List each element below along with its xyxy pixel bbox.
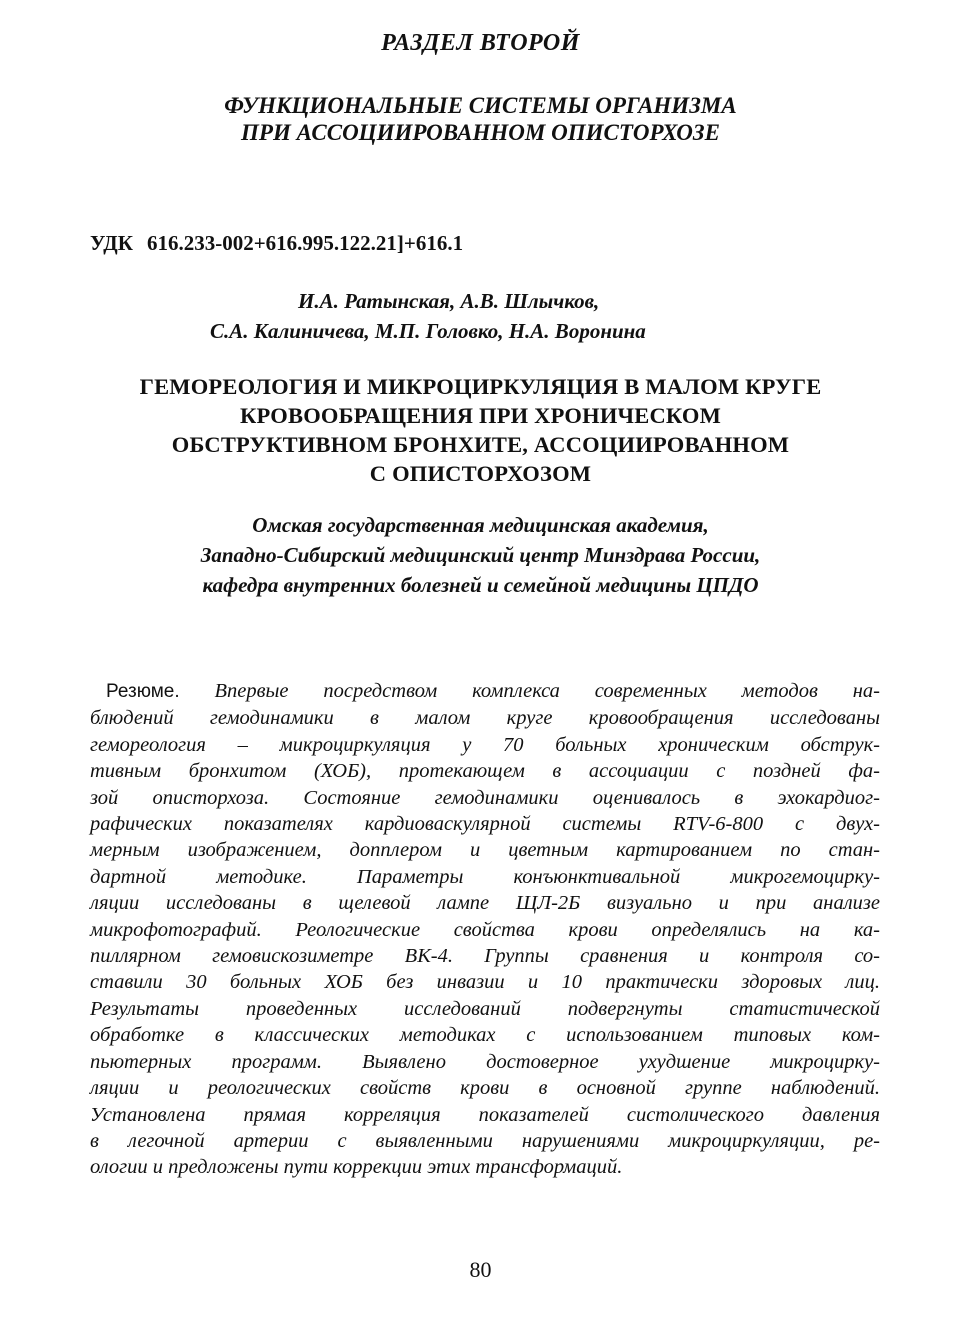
abstract-line: рафических показателях кардиоваскулярной системы RTV-6-800 с двух- bbox=[90, 813, 880, 836]
abstract-line: зой описторхоза. Состояние гемодинамики оценивалось в эхокардиог- bbox=[90, 786, 880, 809]
udk-label: УДК bbox=[90, 231, 133, 255]
article-title-line: ОБСТРУКТИВНОМ БРОНХИТЕ, АССОЦИИРОВАННОМ bbox=[171, 432, 790, 457]
abstract-line: Установлена прямая корреляция показателей систолического давления bbox=[90, 1103, 880, 1126]
abstract-line: ологии и предложены пути коррекции этих трансформаций. bbox=[90, 1156, 623, 1179]
affiliation-line: Западно-Сибирский медицинский центр Минздрава России, bbox=[200, 543, 761, 567]
article-title-line: ГЕМОРЕОЛОГИЯ И МИКРОЦИРКУЛЯЦИЯ В МАЛОМ КРУГЕ bbox=[139, 374, 822, 399]
abstract-line: блюдений гемодинамики в малом круге кровообращения исследованы bbox=[90, 707, 880, 730]
authors-line: С.А. Калиничева, М.П. Головко, Н.А. Воронина bbox=[210, 319, 646, 343]
article-title-line: С ОПИСТОРХОЗОМ bbox=[369, 461, 592, 486]
abstract-line: гемореология – микроциркуляция у 70 больных хроническим обструк- bbox=[90, 733, 880, 756]
authors-line: И.А. Ратынская, А.В. Шлычков, bbox=[298, 289, 600, 313]
section-title-line: ФУНКЦИОНАЛЬНЫЕ СИСТЕМЫ ОРГАНИЗМА bbox=[224, 93, 737, 118]
abstract-line: Результаты проведенных исследований подвергнуты статистической bbox=[90, 997, 880, 1020]
abstract-line: мерным изображением, допплером и цветным картированием по стан- bbox=[90, 839, 880, 862]
authors bbox=[210, 286, 750, 346]
udk-value: 616.233-002+616.995.122.21]+616.1 bbox=[146, 231, 464, 255]
abstract-line bbox=[90, 678, 880, 705]
abstract-line: тивным бронхитом (ХОБ), протекающем в ассоциации с поздней фа- bbox=[90, 760, 880, 783]
abstract-line: микрофотографий. Реологические свойства крови определялись на ка- bbox=[90, 918, 880, 941]
article-title-line: КРОВООБРАЩЕНИЯ ПРИ ХРОНИЧЕСКОМ bbox=[239, 403, 722, 428]
page-number: 80 bbox=[469, 1257, 492, 1282]
abstract-line: в легочной артерии с выявленными нарушениями микроциркуляции, ре- bbox=[90, 1129, 880, 1152]
abstract-first-line: Впервые посредством комплекса современных методов на- bbox=[214, 680, 880, 702]
abstract-line: пиллярном гемовискозиметре ВК-4. Группы сравнения и контроля со- bbox=[90, 945, 880, 968]
abstract-line: ставили 30 больных ХОБ без инвазии и 10 практически здоровых лиц. bbox=[90, 971, 880, 994]
udk-code bbox=[90, 231, 463, 256]
section-title bbox=[0, 92, 961, 146]
affiliation-line: Омская государственная медицинская академия, bbox=[252, 513, 709, 537]
abstract-line: дартной методике. Параметры конъюнктивальной микрогемоцирку- bbox=[90, 865, 880, 888]
abstract-line: пьютерных программ. Выявлено достоверное ухудшение микроцирку- bbox=[90, 1050, 880, 1073]
abstract-lead: Резюме. bbox=[106, 681, 180, 702]
abstract-line: ляции исследованы в щелевой лампе ЩЛ-2Б визуально и при анализе bbox=[90, 892, 880, 915]
affiliation-line: кафедра внутренних болезней и семейной медицины ЦПДО bbox=[202, 573, 759, 597]
article-title bbox=[60, 372, 901, 488]
section-title-line: ПРИ АССОЦИИРОВАННОМ ОПИСТОРХОЗЕ bbox=[241, 120, 720, 145]
affiliation bbox=[60, 510, 901, 600]
abstract-line: обработке в классических методиках с использованием типовых ком- bbox=[90, 1024, 880, 1047]
abstract bbox=[90, 678, 880, 1181]
abstract-line: ляции и реологических свойств крови в основной группе наблюдений. bbox=[90, 1077, 880, 1100]
section-label: РАЗДЕЛ ВТОРОЙ bbox=[381, 30, 580, 56]
